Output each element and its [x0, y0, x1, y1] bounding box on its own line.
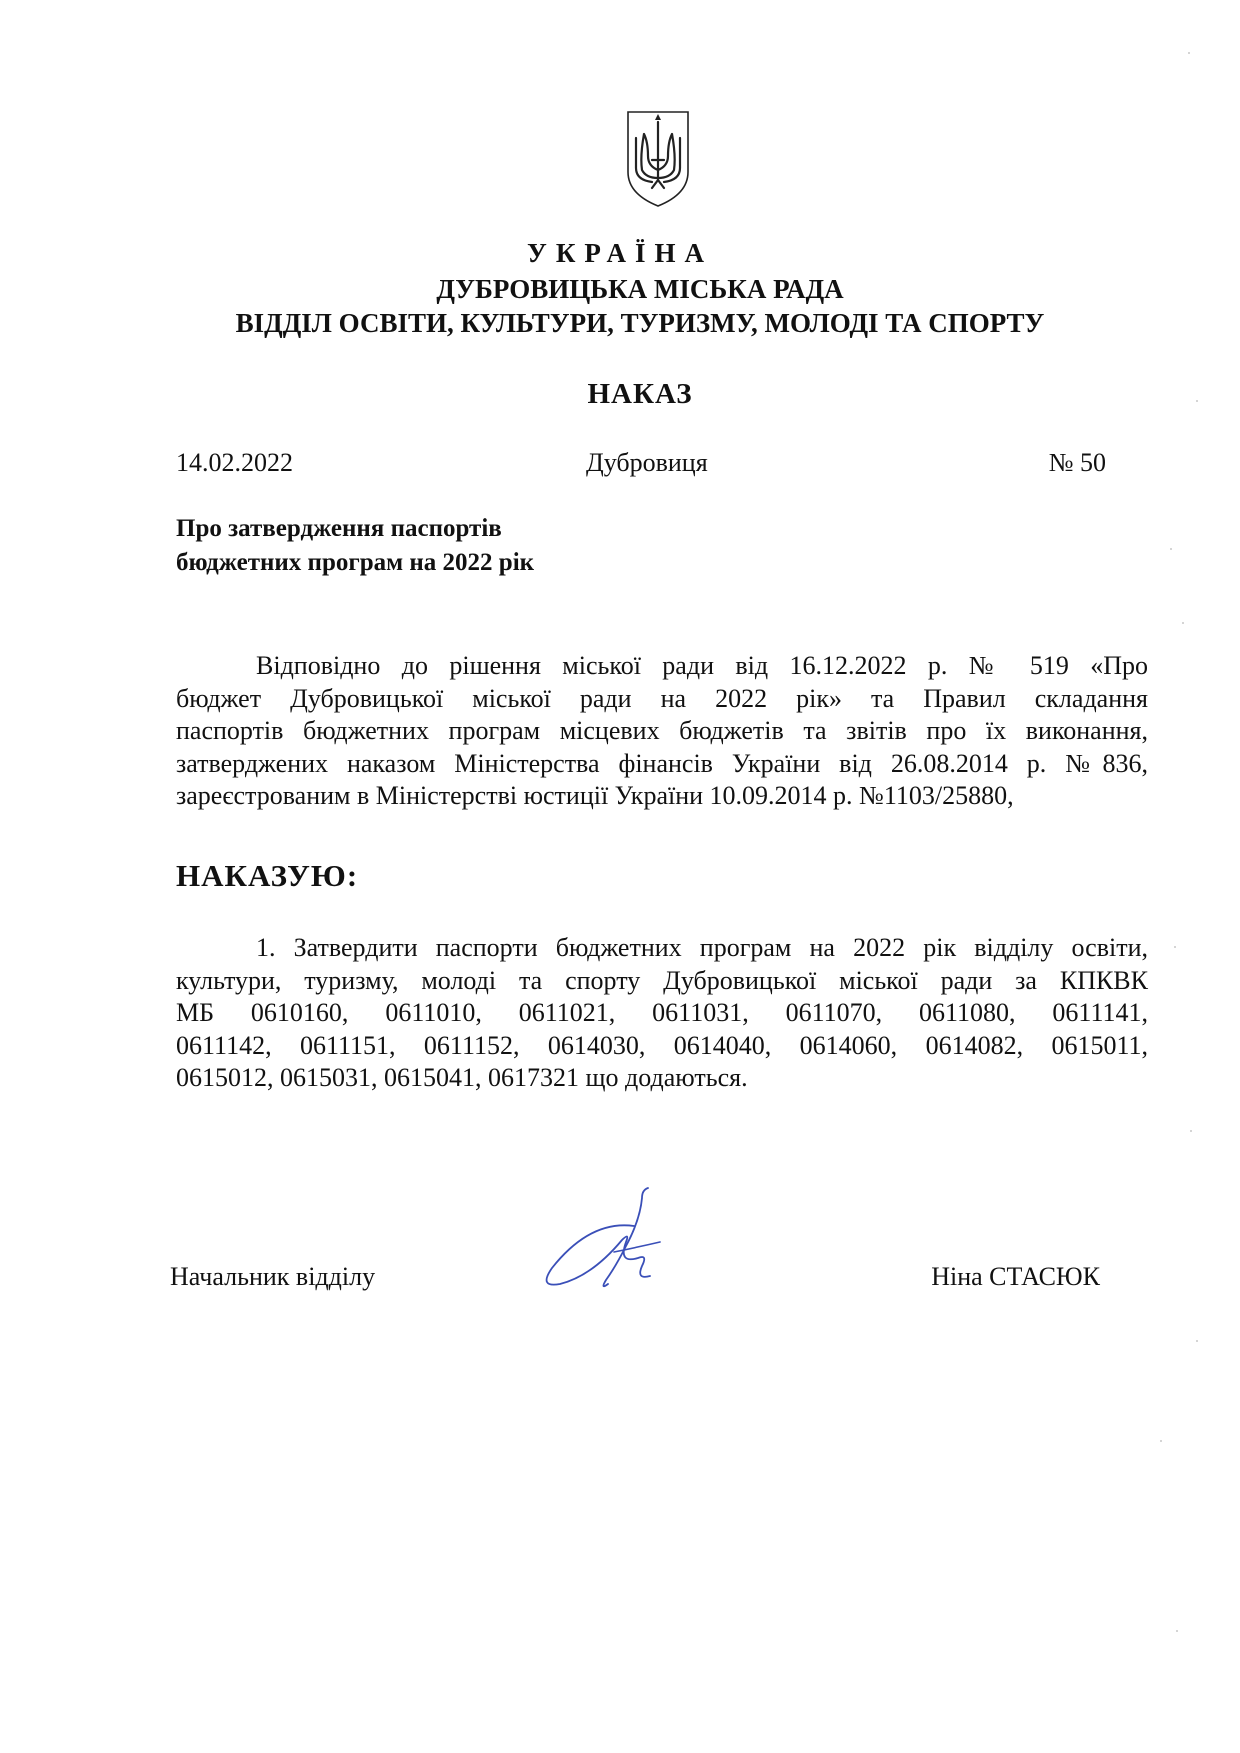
preamble-line: Відповідно до рішення міської ради від 16.12.2022 р. № 519 «Про — [256, 651, 1148, 680]
order-item-1 — [176, 932, 1148, 1095]
signatory-name: Ніна СТАСЮК — [931, 1262, 1100, 1291]
order-item-line: МБ 0610160, 0611010, 0611021, 0611031, 0611070, 0611080, 0611141, — [176, 998, 1148, 1027]
preamble-line: зареєстрованим в Міністерстві юстиції України 10.09.2014 р. №1103/25880, — [176, 781, 1014, 810]
subject-line: Про затвердження паспортів — [176, 515, 502, 542]
country-heading: УКРАЇНА — [527, 238, 713, 268]
signature-row — [170, 1262, 1100, 1298]
council-heading: ДУБРОВИЦЬКА МІСЬКА РАДА — [436, 274, 844, 304]
order-word: НАКАЗУЮ: — [176, 858, 359, 893]
document-city: Дубровиця — [586, 448, 708, 477]
preamble-line: затверджених наказом Міністерства фінансів України від 26.08.2014 р. №836, — [176, 748, 1148, 778]
document-subject — [176, 512, 534, 580]
document-type-heading: НАКАЗ — [587, 378, 693, 410]
scan-artifact — [1182, 622, 1184, 624]
signatory-position: Начальник відділу — [170, 1262, 376, 1291]
scan-artifact — [1170, 548, 1172, 550]
preamble-paragraph — [176, 650, 1148, 813]
document-meta-row — [176, 448, 1106, 482]
scan-artifact — [1160, 1440, 1162, 1442]
preamble-line: паспортів бюджетних програм місцевих бюджетів та звітів про їх виконання, — [176, 716, 1148, 745]
document-date: 14.02.2022 — [176, 448, 293, 477]
preamble-line: бюджет Дубровицької міської ради на 2022 рік» та Правил складання — [176, 683, 1148, 713]
order-item-line: 0615012, 0615031, 0615041, 0617321 що додаються. — [176, 1063, 748, 1092]
scan-artifact — [1174, 946, 1176, 948]
subject-line: бюджетних програм на 2022 рік — [176, 549, 535, 576]
scan-artifact — [1176, 1630, 1178, 1632]
order-item-line: 1. Затвердити паспорти бюджетних програм на 2022 рік відділу освіти, — [256, 933, 1148, 962]
order-item-line: культури, туризму, молоді та спорту Дубровицької міської ради за КПКВК — [176, 965, 1148, 995]
scan-artifact — [1190, 1130, 1192, 1132]
scan-artifact — [1196, 1340, 1198, 1342]
document-number: № 50 — [1048, 448, 1106, 477]
department-heading: ВІДДІЛ ОСВІТИ, КУЛЬТУРИ, ТУРИЗМУ, МОЛОДІ ТА СПОРТУ — [235, 308, 1045, 338]
order-item-line: 0611142, 0611151, 0611152, 0614030, 0614040, 0614060, 0614082, 0615011, — [176, 1030, 1148, 1060]
trident-coat-of-arms-icon — [622, 108, 694, 210]
scan-artifact — [1188, 52, 1190, 54]
scan-artifact — [1196, 400, 1198, 402]
